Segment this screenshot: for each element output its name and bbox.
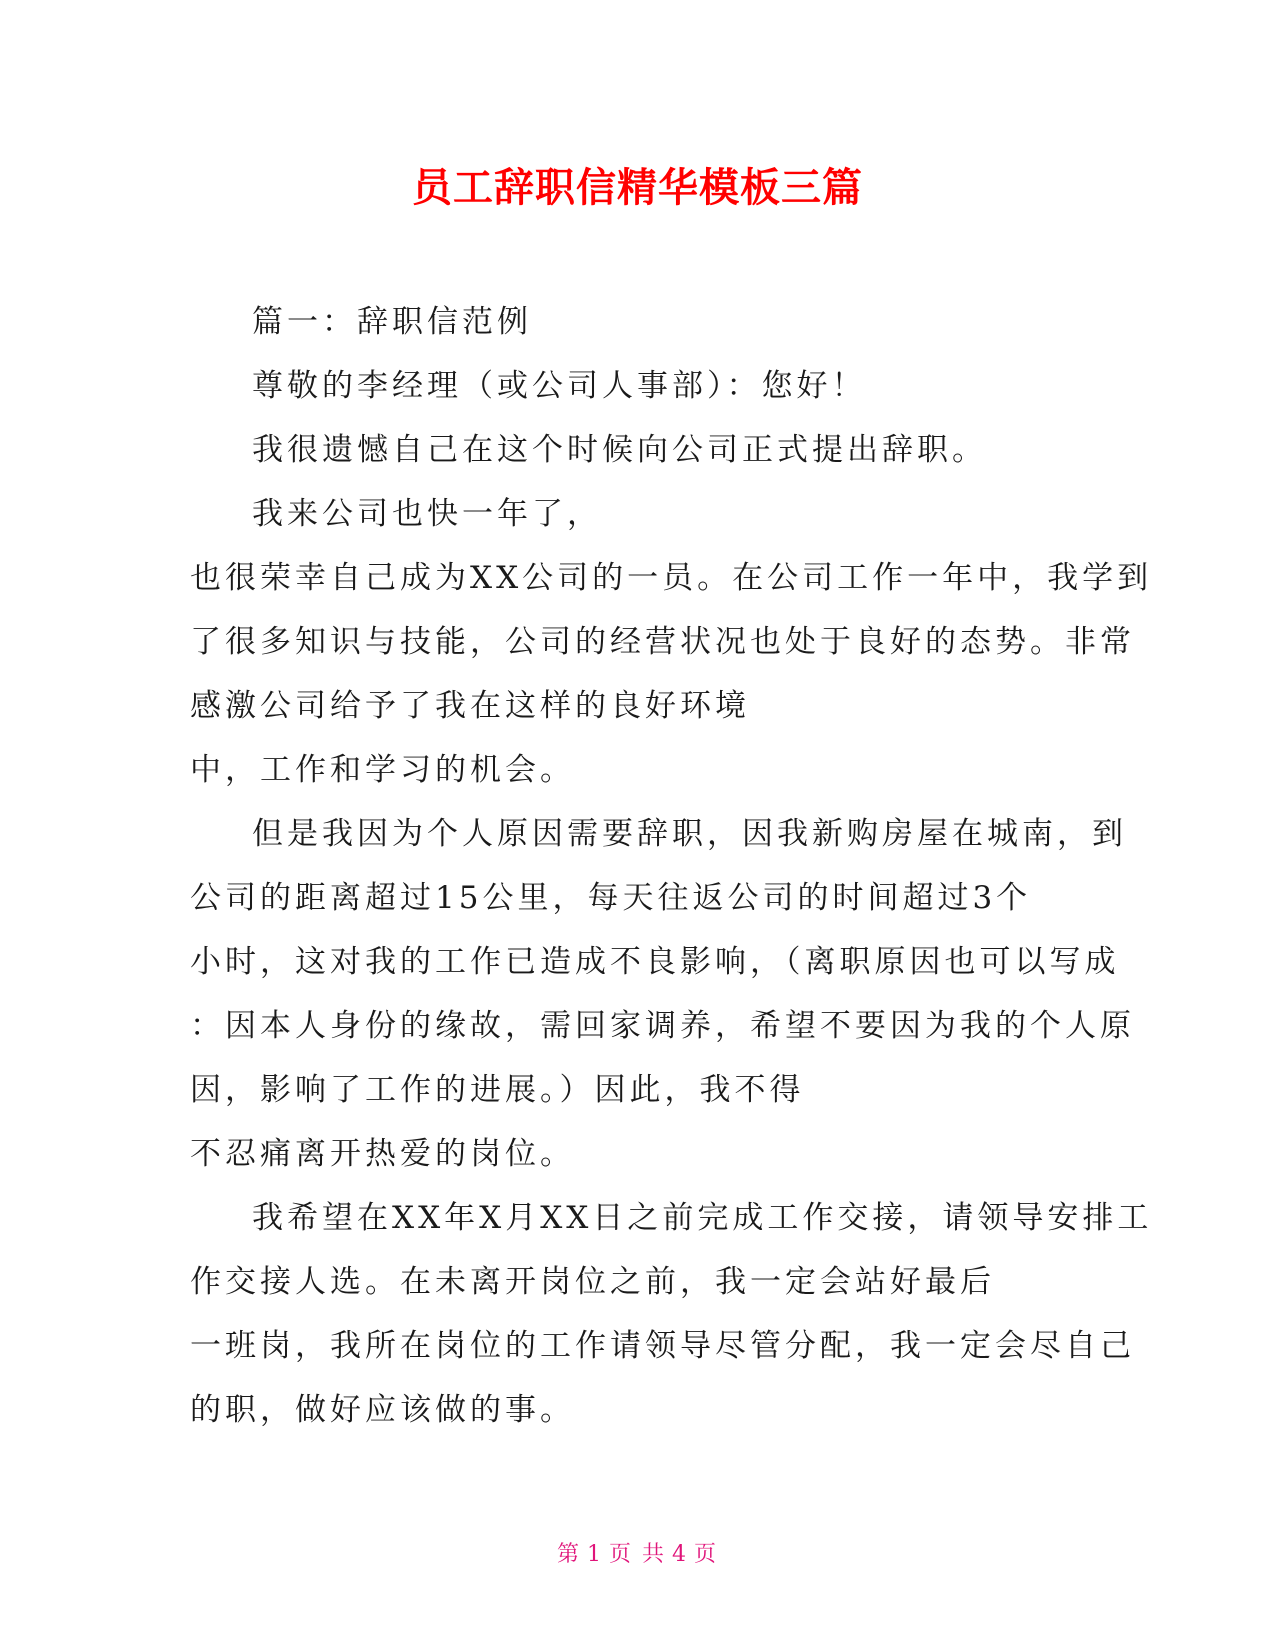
paragraph-line: 因，影响了工作的进展。）因此，我不得 <box>190 1072 805 1108</box>
paragraph-line: 中，工作和学习的机会。 <box>190 752 575 788</box>
paragraph-line: 了很多知识与技能，公司的经营状况也处于良好的态势。非常 <box>190 624 1135 660</box>
paragraph-line: 不忍痛离开热爱的岗位。 <box>190 1136 575 1172</box>
paragraph-line: 感激公司给予了我在这样的良好环境 <box>190 688 750 724</box>
document-body <box>190 290 1153 1442</box>
footer-suffix: 页 <box>694 1542 719 1567</box>
footer-total-pages: 4 <box>672 1542 688 1567</box>
paragraph-line: 我希望在XX年X月XX日之前完成工作交接，请领导安排工 <box>252 1200 1153 1236</box>
paragraph-line: 小时，这对我的工作已造成不良影响，（离职原因也可以写成 <box>190 944 1120 980</box>
section-heading: 篇一：辞职信范例 <box>252 304 532 340</box>
paragraph-line: 公司的距离超过15公里，每天往返公司的时间超过3个 <box>190 880 1032 916</box>
salutation: 尊敬的李经理（或公司人事部）：您好！ <box>252 368 867 404</box>
paragraph-line: 但是我因为个人原因需要辞职，因我新购房屋在城南，到 <box>252 816 1127 852</box>
footer-page-number: 1 <box>587 1542 603 1567</box>
page-footer <box>0 1540 1275 1570</box>
paragraph-line: ：因本人身份的缘故，需回家调养，希望不要因为我的个人原 <box>190 1008 1135 1044</box>
paragraph-line: 我很遗憾自己在这个时候向公司正式提出辞职。 <box>252 432 987 468</box>
paragraph-line: 我来公司也快一年了， <box>252 496 602 532</box>
footer-middle: 页 共 <box>609 1542 666 1567</box>
footer-prefix: 第 <box>556 1542 581 1567</box>
paragraph-line: 也很荣幸自己成为XX公司的一员。在公司工作一年中，我学到 <box>190 560 1153 596</box>
paragraph-line: 一班岗，我所在岗位的工作请领导尽管分配，我一定会尽自己 <box>190 1328 1135 1364</box>
paragraph-line: 作交接人选。在未离开岗位之前，我一定会站好最后 <box>190 1264 995 1300</box>
paragraph-line: 的职，做好应该做的事。 <box>190 1392 575 1428</box>
document-title: 员工辞职信精华模板三篇 <box>412 165 863 211</box>
